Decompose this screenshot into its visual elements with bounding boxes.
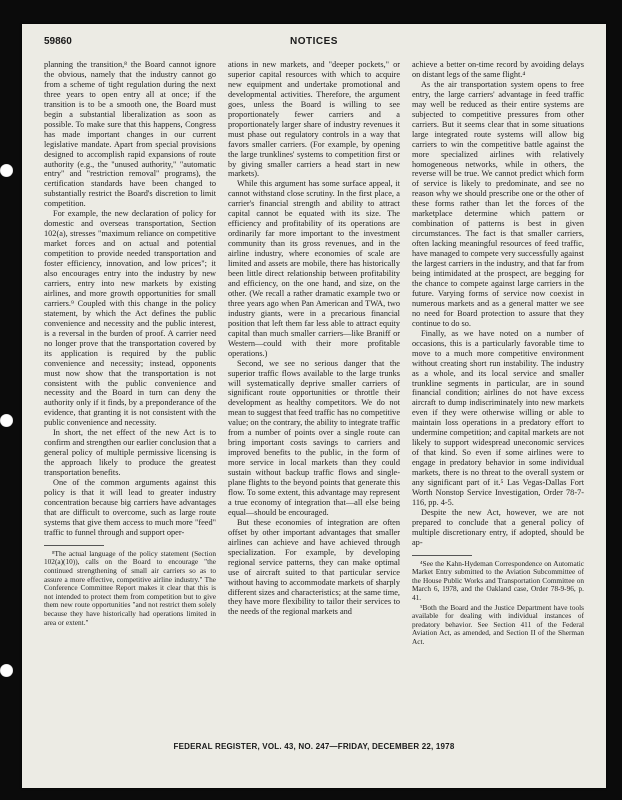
paragraph: But these economies of integration are often offset by other important advantages that smaller airlines can achieve and have achieved through specialization. For example, by developing regional service patterns, they can make optimal use of aircraft suited to that particular service without having to accommodate markets of sharply different sizes and characteristics; at the same time, they have more flexibility to tailor their services to the needs of the regional markets and [228,517,400,617]
footnote: ⁴See the Kahn-Hydeman Correspondence on Automatic Market Entry submitted to the Aviation Subcommittee of the House Public Works and Transportation Committee on March 6, 1978, and the Oakland case, Order 78-9-96, p. 41. [412,558,584,603]
column-3-body [412,60,584,548]
paragraph: While this argument has some surface appeal, it cannot withstand close scrutiny. In the first place, a carrier's financial strength and ability to attract capital cannot be equated with its size. The efficiency and profitability of its operations are ordinarily far more important to the investment community than its gross revenues, and in the airline industry, where economies of scale are limited and assets are mobile, there has historically been little direct relationship between profitability and efficiency, on the one hand, and size, on the other. (We recall a rather dramatic example two or three years ago when Pan American and TWA, two industry giants, were in a precarious financial position that left them far less able to attract equity capital than much smaller carriers—like Braniff or Western—could with their more profitable operations.) [228,179,400,358]
section-title: NOTICES [290,36,338,47]
column-3 [412,60,584,730]
column-2-body [228,60,400,617]
footnote: ⁵Both the Board and the Justice Department have tools available for dealing with individual instances of predatory behavior. See Section 411 of the Federal Aviation Act, as amended, and Section II of the Sherman Act. [412,602,584,647]
paragraph: Second, we see no serious danger that the superior traffic flows available to the large trunks will systematically deprive smaller carriers of significant route opportunities or throttle their development as healthy competitors. We do not mean to suggest that feed traffic has no competitive value; on the contrary, the ability to integrate traffic from a number of points over a single route can bring important costs savings to carriers and improved benefits to the public, in the form of more service in local markets than they could sustain without backup traffic flows and single-plane flights to the beyond points that generate this flow. To some extent, this advantage may represent a true economy of integration that—all else being equal—should be encouraged. [228,358,400,517]
text-columns [44,60,584,730]
footnote-divider [412,555,472,556]
paragraph: achieve a better on-time record by avoiding delays on distant legs of the same flight.⁴ [412,60,584,79]
paragraph: As the air transportation system opens to free entry, the large carriers' advantage in feed traffic may well be reduced as their entire systems are subjected to competitive pressures from other carriers. But it seems clear that in some situations large integrated route systems will allow big carriers to win the competitive battle against the more specialized airlines with relatively homogeneous networks, while in others, the reverse will be true. We cannot predict which form of service is likely to predominate, and see no reason why we should prescribe one or the other of these forms rather than let the forces of the marketplace determine which pattern or combination of patterns is best in given circumstances. The fact is that smaller carriers, often lacking meaningful resources of feed traffic, have managed to compete very successfully against the largest carriers in the industry, and that far from being intimidated at the prospect, are begging for the chance to compete against large carriers in the future. Varying forms of service now coexist in numerous markets and as a general matter we see no need for Board protection to assure that they continue to do so. [412,79,584,328]
footnote-divider [44,545,104,546]
paragraph: planning the transition,⁸ the Board cannot ignore the obvious, namely that the industry cannot go from a scheme of tight regulation during the next three years to open entry all at once; if the transition is to be a smooth one, the Board must begin a substantial liberalization as soon as possible. To make sure that this happens, Congress has made important changes in our current legislative mandate. Apart from special provisions designed to accomplish rapid expansions of route authority (e.g., the "unused authority," "automatic entry" and "restriction removal" programs), the certification standards have been changed to substantially restrict the Board's discretion to limit competition. [44,60,216,209]
column-2 [228,60,400,730]
column-1-body [44,60,216,538]
column-1 [44,60,216,730]
punch-hole [0,164,13,177]
column-3-footnotes [412,560,584,647]
page-footer-citation: FEDERAL REGISTER, VOL. 43, NO. 247—FRIDAY, DECEMBER 22, 1978 [173,742,455,751]
paragraph: In short, the net effect of the new Act is to confirm and strengthen our earlier conclusion that a general policy of multiple permissive licensing is the approach likely to produce the greatest transportation benefits. [44,428,216,478]
paragraph: One of the common arguments against this policy is that it will lead to greater industry concentration because big carriers have advantages that are difficult to overcome, such as large route systems that give them access to much more "feed" traffic to funnel through and support oper- [44,478,216,537]
page-header [44,36,584,52]
paragraph: ations in new markets, and "deeper pockets," or superior capital resources with which to acquire new equipment and undertake promotional and developmental activities. Therefore, the argument goes, unless the Board is willing to see proportionately fewer carriers and a proportionately larger share of industry revenues it must phase out regulatory controls in a way that favors smaller carriers. (For example, by opening the large trunklines' systems to competition first or by giving smaller carriers a head start in new markets). [228,60,400,179]
punch-hole [0,414,13,427]
document-page [22,24,606,788]
footnote: ⁸The actual language of the policy statement (Section 102(a)(10)), calls on the Board to encourage "the continued strengthening of small air carriers so as to assure a more effective, competitive airline industry." The Conference Committee Report makes it clear that this is not intended to protect them from competition but to give them new route opportunities "and not restrict them solely because they have historically had operations limited in area or extent." [44,548,216,627]
page-number: 59860 [44,36,72,47]
column-1-footnotes [44,550,216,627]
paragraph: Finally, as we have noted on a number of occasions, this is a particularly favorable time to move to a much more competitive environment without creating short run instability. The industry as a whole, and its local service and smaller trunkline segments in particular, are in sound financial condition; airlines do not have excess aircraft to dump indiscriminately into new markets even if they were otherwise willing or able to maintain loss operations in a predatory effort to undermine competition; and capital markets are not likely to support widespread uneconomic services of that kind. So even if some airlines were to engage in predatory behavior in some individual markets, there is no threat to the overall system or any significant part of it.⁵ Las Vegas-Dallas Fort Worth Nonstop Service Investigation, Order 78-7-116, pp. 4-5. [412,328,584,507]
paragraph: For example, the new declaration of policy for domestic and overseas transportation, Section 102(a), stresses "maximum reliance on competitive market forces and on actual and potential competition to provide needed transportation and foster efficiency, innovation, and low prices"; it also encourages entry into the industry by new carriers, entry into new markets by existing airlines, and more growth opportunities for small carriers.⁹ Coupled with this change in the policy statement, by which the Act defines the public convenience and necessity and the public interest, is a reversal in the burden of proof. A carrier need no longer prove that the transportation covered by its application is required by the public convenience and necessity; instead, opponents must now show that the transportation is not consistent with the public convenience and necessity and the Board in turn can deny the authority only if it finds, by a preponderance of the evidence, that granting it is not consistent with the public convenience and necessity. [44,209,216,428]
punch-hole [0,664,13,677]
paragraph: Despite the new Act, however, we are not prepared to conclude that a general policy of multiple discretionary entry, if adopted, should be ap- [412,507,584,547]
